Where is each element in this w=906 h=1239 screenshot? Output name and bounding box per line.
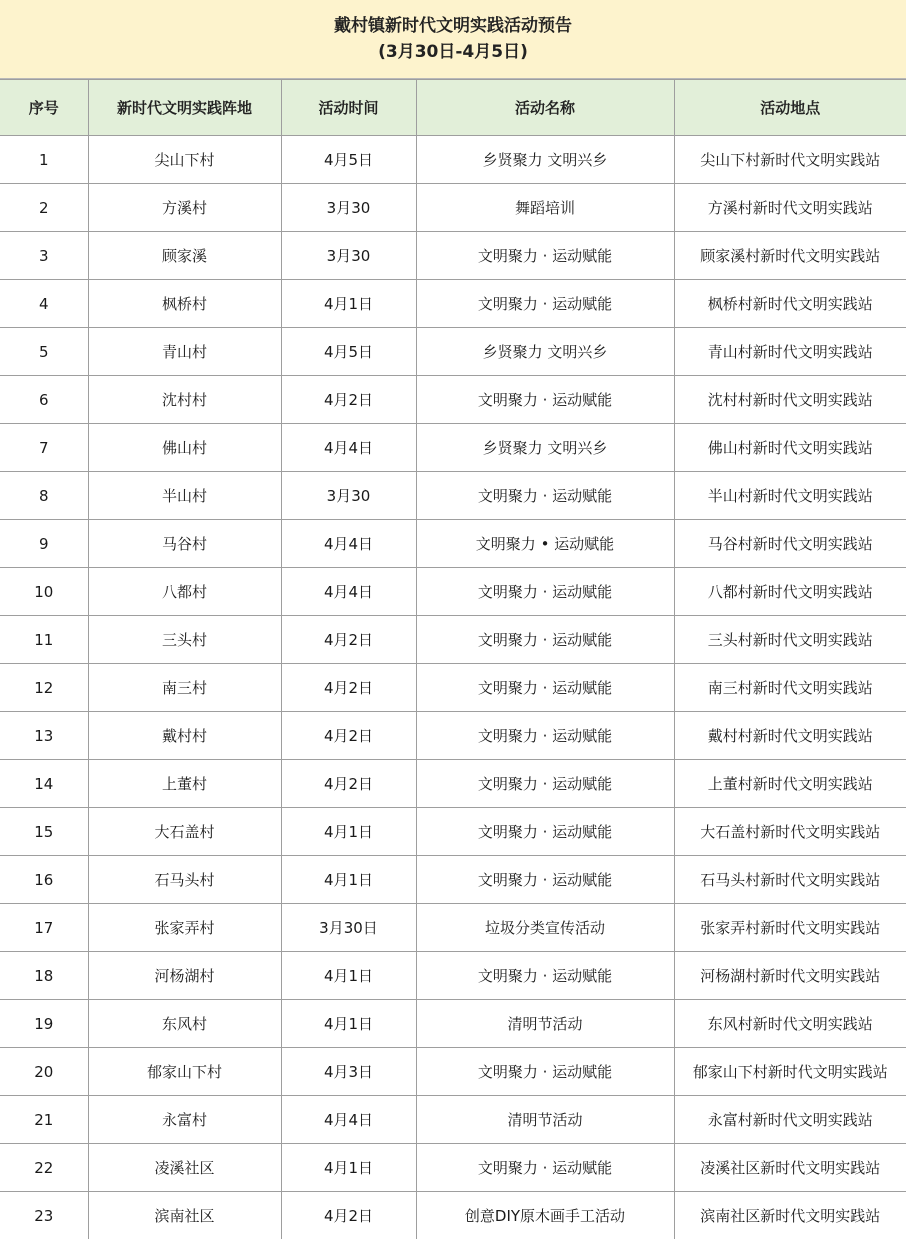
site-cell: 戴村村 xyxy=(88,712,281,760)
table-row xyxy=(0,952,906,1000)
page-title xyxy=(0,0,906,79)
site-cell: 郁家山下村 xyxy=(88,1048,281,1096)
title-main: 戴村镇新时代文明实践活动预告 xyxy=(334,16,572,36)
location-cell: 大石盖村新时代文明实践站 xyxy=(674,808,906,856)
row-index-cell: 19 xyxy=(0,1000,88,1048)
row-index-cell: 6 xyxy=(0,376,88,424)
time-cell: 4月2日 xyxy=(281,1192,416,1239)
table-row xyxy=(0,904,906,952)
row-index-cell: 11 xyxy=(0,616,88,664)
activity-name-cell: 文明聚力 · 运动赋能 xyxy=(416,712,674,760)
time-cell: 4月2日 xyxy=(281,712,416,760)
site-cell: 枫桥村 xyxy=(88,280,281,328)
table-row xyxy=(0,472,906,520)
column-header-site: 新时代文明实践阵地 xyxy=(88,80,281,136)
table-row xyxy=(0,616,906,664)
site-cell: 顾家溪 xyxy=(88,232,281,280)
activity-name-cell: 文明聚力 • 运动赋能 xyxy=(416,520,674,568)
column-header-index: 序号 xyxy=(0,80,88,136)
table-row xyxy=(0,184,906,232)
time-cell: 4月4日 xyxy=(281,424,416,472)
table-row xyxy=(0,760,906,808)
table-row xyxy=(0,808,906,856)
location-cell: 沈村村新时代文明实践站 xyxy=(674,376,906,424)
table-row xyxy=(0,328,906,376)
table-body xyxy=(0,136,906,1239)
location-cell: 青山村新时代文明实践站 xyxy=(674,328,906,376)
location-cell: 河杨湖村新时代文明实践站 xyxy=(674,952,906,1000)
row-index-cell: 18 xyxy=(0,952,88,1000)
time-cell: 4月5日 xyxy=(281,136,416,184)
location-cell: 半山村新时代文明实践站 xyxy=(674,472,906,520)
title-date-range: (3月30日-4月5日) xyxy=(378,42,528,62)
location-cell: 枫桥村新时代文明实践站 xyxy=(674,280,906,328)
site-cell: 马谷村 xyxy=(88,520,281,568)
time-cell: 4月4日 xyxy=(281,520,416,568)
table-row xyxy=(0,568,906,616)
time-cell: 3月30 xyxy=(281,232,416,280)
activity-name-cell: 乡贤聚力 文明兴乡 xyxy=(416,136,674,184)
time-cell: 4月4日 xyxy=(281,568,416,616)
activity-name-cell: 文明聚力 · 运动赋能 xyxy=(416,232,674,280)
row-index-cell: 5 xyxy=(0,328,88,376)
site-cell: 滨南社区 xyxy=(88,1192,281,1239)
activity-name-cell: 清明节活动 xyxy=(416,1000,674,1048)
table-row xyxy=(0,1096,906,1144)
activity-name-cell: 文明聚力 · 运动赋能 xyxy=(416,568,674,616)
row-index-cell: 10 xyxy=(0,568,88,616)
table-row xyxy=(0,280,906,328)
location-cell: 张家弄村新时代文明实践站 xyxy=(674,904,906,952)
row-index-cell: 3 xyxy=(0,232,88,280)
site-cell: 张家弄村 xyxy=(88,904,281,952)
activity-name-cell: 文明聚力 · 运动赋能 xyxy=(416,952,674,1000)
location-cell: 三头村新时代文明实践站 xyxy=(674,616,906,664)
site-cell: 尖山下村 xyxy=(88,136,281,184)
table-row xyxy=(0,1144,906,1192)
site-cell: 东风村 xyxy=(88,1000,281,1048)
location-cell: 滨南社区新时代文明实践站 xyxy=(674,1192,906,1239)
location-cell: 东风村新时代文明实践站 xyxy=(674,1000,906,1048)
time-cell: 4月5日 xyxy=(281,328,416,376)
activity-table xyxy=(0,79,906,1239)
location-cell: 佛山村新时代文明实践站 xyxy=(674,424,906,472)
column-header-time: 活动时间 xyxy=(281,80,416,136)
table-row xyxy=(0,1048,906,1096)
time-cell: 4月2日 xyxy=(281,616,416,664)
site-cell: 河杨湖村 xyxy=(88,952,281,1000)
table-row xyxy=(0,664,906,712)
time-cell: 3月30日 xyxy=(281,904,416,952)
time-cell: 4月1日 xyxy=(281,1144,416,1192)
site-cell: 三头村 xyxy=(88,616,281,664)
time-cell: 4月2日 xyxy=(281,376,416,424)
location-cell: 八都村新时代文明实践站 xyxy=(674,568,906,616)
site-cell: 八都村 xyxy=(88,568,281,616)
site-cell: 上董村 xyxy=(88,760,281,808)
activity-name-cell: 文明聚力 · 运动赋能 xyxy=(416,472,674,520)
activity-name-cell: 乡贤聚力 文明兴乡 xyxy=(416,328,674,376)
time-cell: 4月3日 xyxy=(281,1048,416,1096)
location-cell: 方溪村新时代文明实践站 xyxy=(674,184,906,232)
activity-name-cell: 乡贤聚力 文明兴乡 xyxy=(416,424,674,472)
table-row xyxy=(0,232,906,280)
row-index-cell: 14 xyxy=(0,760,88,808)
row-index-cell: 13 xyxy=(0,712,88,760)
activity-name-cell: 文明聚力 · 运动赋能 xyxy=(416,1048,674,1096)
table-row xyxy=(0,520,906,568)
location-cell: 凌溪社区新时代文明实践站 xyxy=(674,1144,906,1192)
location-cell: 郁家山下村新时代文明实践站 xyxy=(674,1048,906,1096)
location-cell: 尖山下村新时代文明实践站 xyxy=(674,136,906,184)
time-cell: 4月1日 xyxy=(281,1000,416,1048)
activity-name-cell: 文明聚力 · 运动赋能 xyxy=(416,808,674,856)
table-row xyxy=(0,376,906,424)
table-row xyxy=(0,712,906,760)
time-cell: 4月2日 xyxy=(281,664,416,712)
column-header-activity: 活动名称 xyxy=(416,80,674,136)
row-index-cell: 9 xyxy=(0,520,88,568)
time-cell: 4月1日 xyxy=(281,856,416,904)
activity-name-cell: 舞蹈培训 xyxy=(416,184,674,232)
row-index-cell: 17 xyxy=(0,904,88,952)
site-cell: 方溪村 xyxy=(88,184,281,232)
row-index-cell: 23 xyxy=(0,1192,88,1239)
activity-name-cell: 文明聚力 · 运动赋能 xyxy=(416,856,674,904)
time-cell: 4月1日 xyxy=(281,280,416,328)
row-index-cell: 20 xyxy=(0,1048,88,1096)
site-cell: 青山村 xyxy=(88,328,281,376)
time-cell: 3月30 xyxy=(281,472,416,520)
site-cell: 佛山村 xyxy=(88,424,281,472)
time-cell: 3月30 xyxy=(281,184,416,232)
location-cell: 上董村新时代文明实践站 xyxy=(674,760,906,808)
activity-name-cell: 垃圾分类宣传活动 xyxy=(416,904,674,952)
table-row xyxy=(0,1192,906,1239)
row-index-cell: 15 xyxy=(0,808,88,856)
time-cell: 4月2日 xyxy=(281,760,416,808)
activity-name-cell: 清明节活动 xyxy=(416,1096,674,1144)
site-cell: 石马头村 xyxy=(88,856,281,904)
site-cell: 半山村 xyxy=(88,472,281,520)
table-row xyxy=(0,136,906,184)
activity-name-cell: 文明聚力 · 运动赋能 xyxy=(416,760,674,808)
table-row xyxy=(0,1000,906,1048)
site-cell: 沈村村 xyxy=(88,376,281,424)
location-cell: 马谷村新时代文明实践站 xyxy=(674,520,906,568)
table-row xyxy=(0,424,906,472)
row-index-cell: 21 xyxy=(0,1096,88,1144)
table-row xyxy=(0,856,906,904)
site-cell: 永富村 xyxy=(88,1096,281,1144)
row-index-cell: 4 xyxy=(0,280,88,328)
activity-name-cell: 文明聚力 · 运动赋能 xyxy=(416,616,674,664)
column-header-location: 活动地点 xyxy=(674,80,906,136)
location-cell: 顾家溪村新时代文明实践站 xyxy=(674,232,906,280)
activity-name-cell: 文明聚力 · 运动赋能 xyxy=(416,280,674,328)
site-cell: 南三村 xyxy=(88,664,281,712)
row-index-cell: 1 xyxy=(0,136,88,184)
row-index-cell: 22 xyxy=(0,1144,88,1192)
location-cell: 永富村新时代文明实践站 xyxy=(674,1096,906,1144)
table-header-row xyxy=(0,80,906,136)
time-cell: 4月1日 xyxy=(281,952,416,1000)
row-index-cell: 16 xyxy=(0,856,88,904)
site-cell: 大石盖村 xyxy=(88,808,281,856)
activity-name-cell: 文明聚力 · 运动赋能 xyxy=(416,376,674,424)
site-cell: 凌溪社区 xyxy=(88,1144,281,1192)
row-index-cell: 12 xyxy=(0,664,88,712)
location-cell: 戴村村新时代文明实践站 xyxy=(674,712,906,760)
activity-name-cell: 文明聚力 · 运动赋能 xyxy=(416,1144,674,1192)
activity-name-cell: 文明聚力 · 运动赋能 xyxy=(416,664,674,712)
row-index-cell: 2 xyxy=(0,184,88,232)
time-cell: 4月4日 xyxy=(281,1096,416,1144)
location-cell: 石马头村新时代文明实践站 xyxy=(674,856,906,904)
row-index-cell: 8 xyxy=(0,472,88,520)
activity-name-cell: 创意DIY原木画手工活动 xyxy=(416,1192,674,1239)
time-cell: 4月1日 xyxy=(281,808,416,856)
row-index-cell: 7 xyxy=(0,424,88,472)
location-cell: 南三村新时代文明实践站 xyxy=(674,664,906,712)
